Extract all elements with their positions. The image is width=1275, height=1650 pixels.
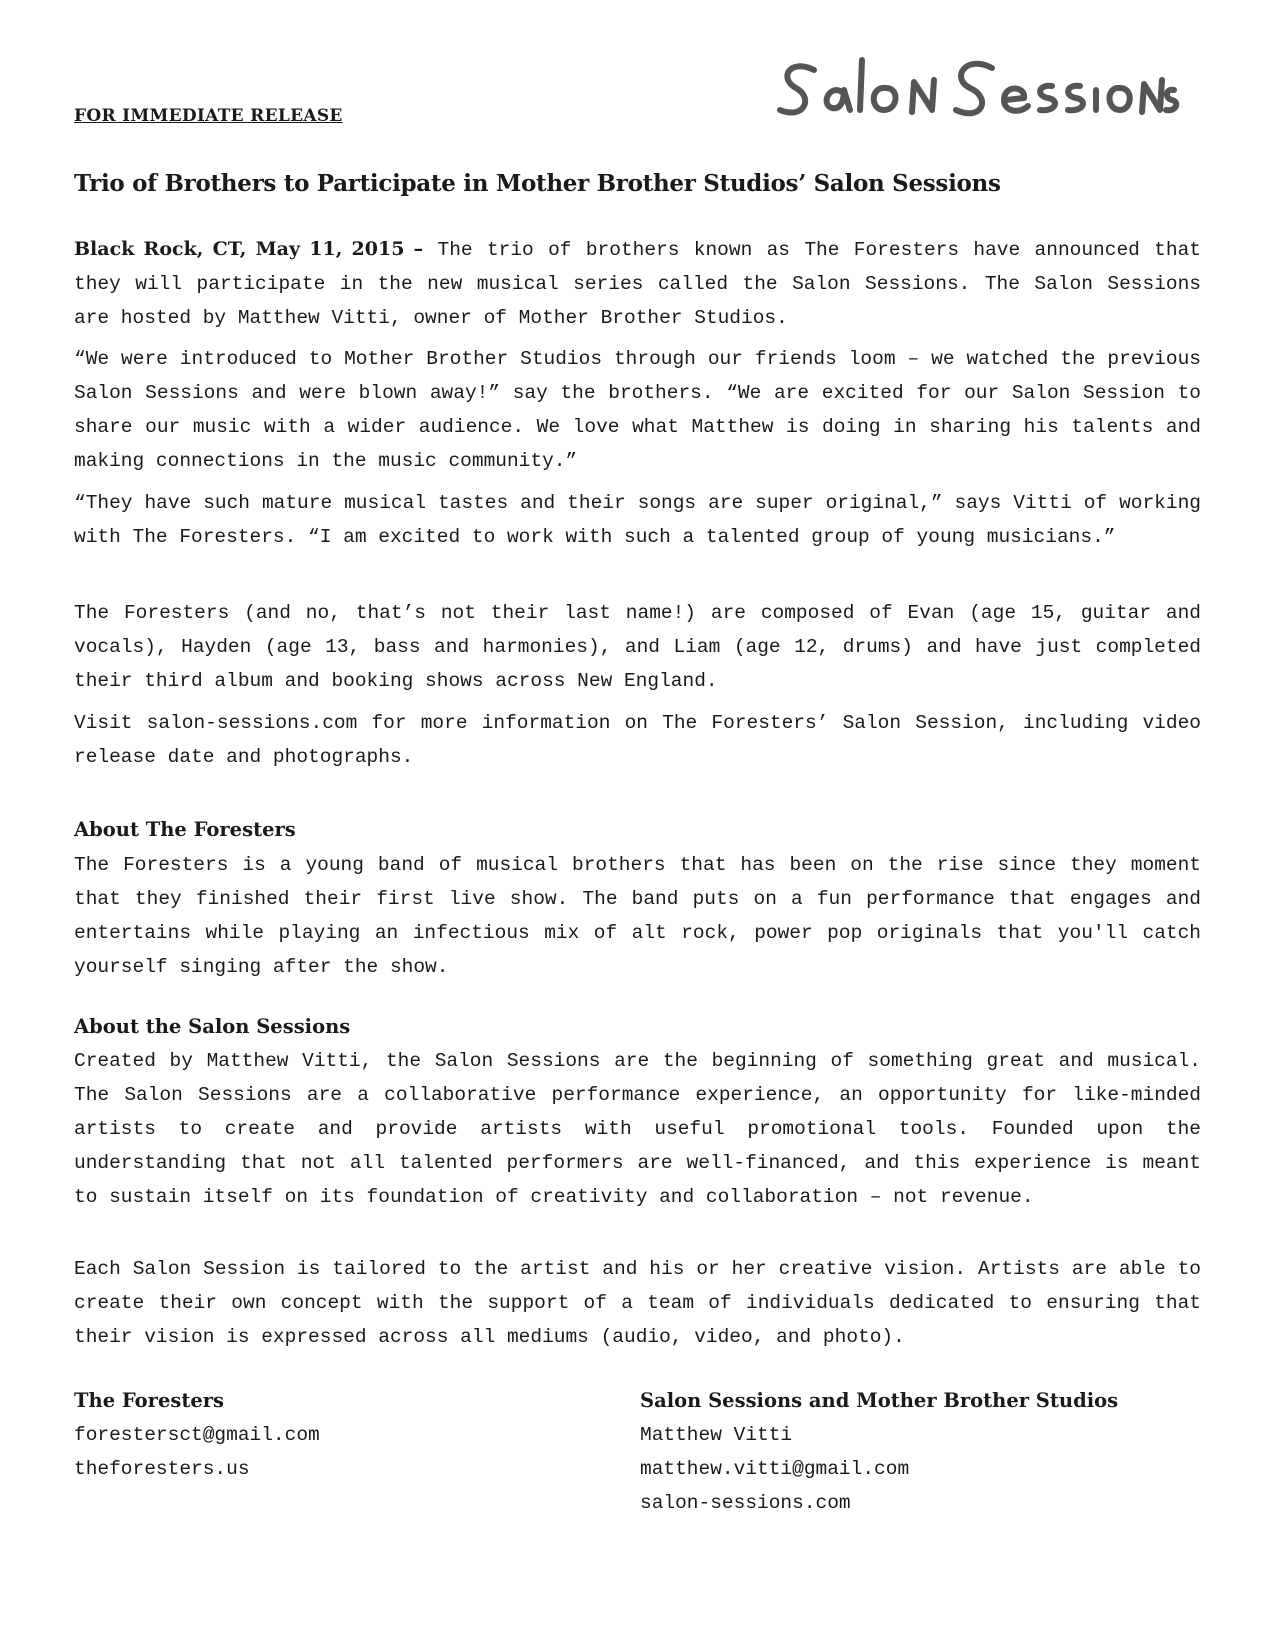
contact-website-link[interactable]: salon-sessions.com — [640, 1492, 851, 1514]
contact-salon-sessions — [640, 1384, 1220, 1520]
about-salon-paragraph-2: Each Salon Session is tailored to the artist and his or her creative vision. Artists are able to create their own concept with the support of a team of individuals dedicated to ensuring that their vision is expressed across all mediums (audio, video, and photo). — [74, 1258, 1201, 1348]
about-foresters-text: The Foresters is a young band of musical brothers that has been on the rise since they moment that they finished their first live show. The band puts on a fun performance that engages and entertains while playing an infectious mix of alt rock, power pop originals that you'll catch yourself singing after the show. — [74, 854, 1201, 978]
body-paragraph-1: “We were introduced to Mother Brother Studios through our friends loom – we watched the previous Salon Sessions and were blown away!” say the brothers. “We are excited for our Salon Session to share our music with a wider audience. We love what Matthew is doing in sharing his talents and making connections in the music community.” — [74, 348, 1201, 472]
about-salon-heading: About the Salon Sessions — [74, 1015, 351, 1038]
contact-website-link[interactable]: theforesters.us — [74, 1458, 250, 1480]
body-paragraph-2: “They have such mature musical tastes and their songs are super original,” says Vitti of working with The Foresters. “I am excited to work with such a talented group of young musicians.” — [74, 492, 1201, 548]
contact-email-link[interactable]: matthew.vitti@gmail.com — [640, 1458, 910, 1480]
contact-name: The Foresters — [74, 1389, 224, 1412]
intro-paragraph — [74, 232, 1201, 335]
body-paragraph-3: The Foresters (and no, that’s not their last name!) are composed of Evan (age 15, guitar and vocals), Hayden (age 13, bass and harmonies), and Liam (age 12, drums) and have just completed their third album and booking shows across New England. — [74, 602, 1201, 692]
body-paragraph-4: Visit salon-sessions.com for more information on The Foresters’ Salon Session, including video release date and photographs. — [74, 712, 1201, 768]
about-foresters-heading: About The Foresters — [74, 818, 296, 841]
logo-handwritten-mark — [770, 40, 1180, 140]
headline: Trio of Brothers to Participate in Mother Brother Studios’ Salon Sessions — [74, 170, 1001, 197]
contact-person: Matthew Vitti — [640, 1424, 793, 1446]
release-tag: FOR IMMEDIATE RELEASE — [74, 106, 343, 126]
contact-foresters — [74, 1384, 594, 1486]
intro-text: The trio of brothers known as The Foresters have announced that they will participate in the new musical series called the Salon Sessions. The Salon Sessions are hosted by Matthew Vitti, owner of Mother Brother Studios. — [74, 239, 1201, 329]
dateline: Black Rock, CT, May 11, 2015 – — [74, 238, 424, 260]
contact-name: Salon Sessions and Mother Brother Studios — [640, 1389, 1119, 1412]
salon-sessions-logo — [770, 40, 1180, 140]
about-salon-paragraph-1: Created by Matthew Vitti, the Salon Sessions are the beginning of something great and musical. The Salon Sessions are a collaborative performance experience, an opportunity for like-minded artists to create and provide artists with useful promotional tools. Founded upon the understanding that not all talented performers are well-financed, and this experience is meant to sustain itself on its foundation of creativity and collaboration – not revenue. — [74, 1050, 1201, 1208]
contact-email-link[interactable]: forestersct@gmail.com — [74, 1424, 320, 1446]
